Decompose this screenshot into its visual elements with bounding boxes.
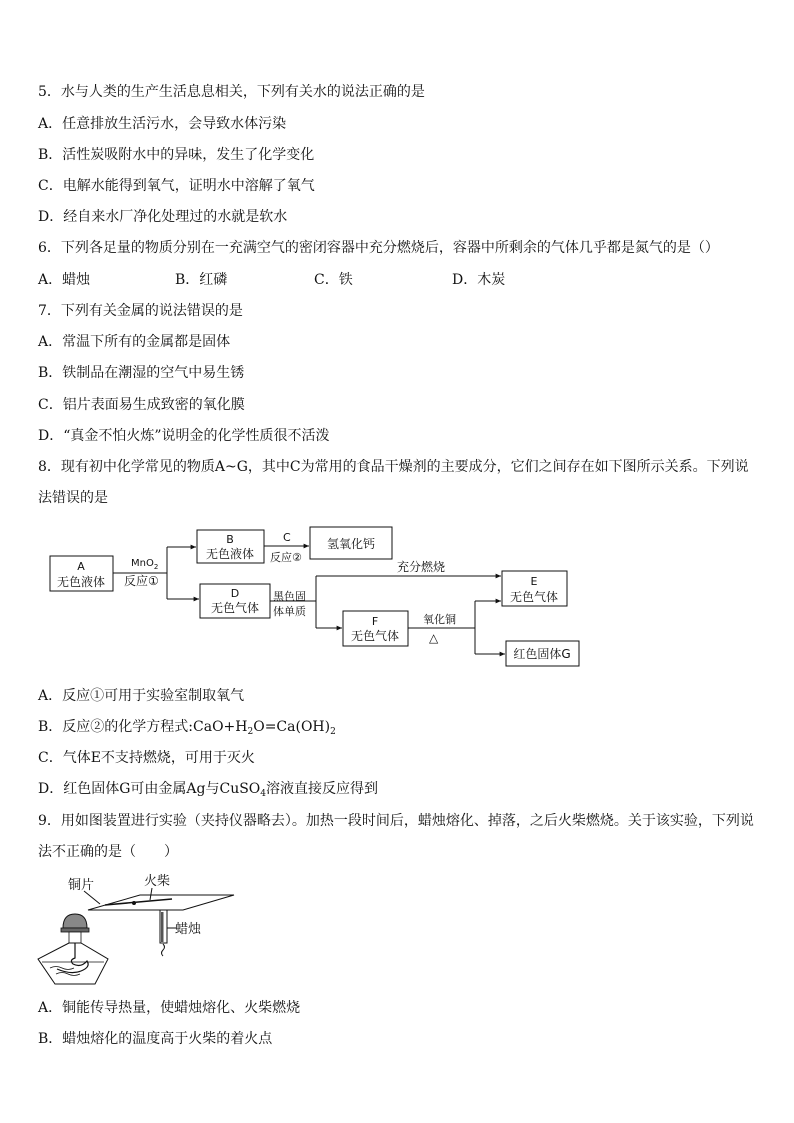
q6-option-a[interactable]: A．蜡烛	[38, 272, 91, 288]
q8-option-a[interactable]: A．反应①可用于实验室制取氧气	[38, 688, 245, 704]
copper-sheet-label: 铜片	[68, 878, 95, 893]
a-label: 无色液体	[56, 575, 106, 589]
reaction1-label: 反应①	[124, 574, 159, 588]
q5-option-c[interactable]: C．电解水能得到氧气，证明水中溶解了氧气	[38, 178, 315, 194]
c-label: C	[283, 531, 291, 544]
q7-option-d[interactable]: D．“真金不怕火炼”说明金的化学性质很不活泼	[38, 428, 330, 444]
d-label: 无色气体	[210, 601, 260, 615]
g-label: 红色固体G	[513, 647, 571, 661]
heat-symbol: △	[429, 631, 439, 645]
reaction2-label: 反应②	[270, 551, 302, 564]
d-letter: D	[230, 587, 240, 600]
q9-option-b[interactable]: B．蜡烛熔化的温度高于火柴的着火点	[38, 1031, 273, 1047]
q6-option-c[interactable]: C．铁	[314, 272, 353, 288]
e-label: 无色气体	[509, 590, 559, 604]
q8-option-d[interactable]: D．红色固体G可由金属Ag与CuSO$_4$溶液直接反应得到	[38, 781, 379, 799]
f-letter: F	[371, 615, 379, 628]
q8-stem-line2: 法错误的是	[38, 490, 108, 506]
candle-label: 蜡烛	[175, 922, 202, 937]
q8-option-b[interactable]: B．反应②的化学方程式$:CaO+H_2O=Ca(OH)_2$	[38, 719, 336, 737]
full-combustion-label: 充分燃烧	[397, 560, 446, 574]
q9-stem-line2: 法不正确的是（ ）	[38, 844, 178, 860]
q7-option-a[interactable]: A．常温下所有的金属都是固体	[38, 334, 231, 350]
q9-option-a[interactable]: A．铜能传导热量，使蜡烛熔化、火柴燃烧	[38, 1000, 301, 1016]
q7-option-c[interactable]: C．铝片表面易生成致密的氧化膜	[38, 397, 245, 413]
q7-stem: 7．下列有关金属的说法错误的是	[38, 303, 243, 319]
q9-stem-line1: 9．用如图装置进行实验（夹持仪器略去）。加热一段时间后，蜡烛熔化、掉落，之后火柴燃烧。关于该实验，下列说	[38, 813, 754, 829]
b-label: 无色液体	[205, 547, 255, 561]
e-letter: E	[530, 575, 538, 588]
black-solid-label-1: 黑色固	[273, 590, 306, 603]
q6-option-b[interactable]: B．红磷	[175, 272, 228, 288]
match-label: 火柴	[144, 874, 171, 889]
q7-option-b[interactable]: B．铁制品在潮湿的空气中易生锈	[38, 365, 245, 381]
f-label: 无色气体	[350, 629, 400, 643]
q6-stem: 6．下列各足量的物质分别在一充满空气的密闭容器中充分燃烧后，容器中所剩余的气体几乎都是氮气的是（）	[38, 240, 719, 256]
lamp-cap	[63, 914, 87, 928]
q5-option-d[interactable]: D．经自来水厂净化处理过的水就是软水	[38, 209, 288, 225]
q5-stem: 5．水与人类的生产生活息息相关，下列有关水的说法正确的是	[38, 84, 425, 100]
q8-stem-line1: 8．现有初中化学常见的物质A~G，其中C为常用的食品干燥剂的主要成分，它们之间存在如下图所示关系。下列说	[38, 459, 749, 475]
b-letter: B	[226, 533, 234, 546]
copper-oxide-label: 氧化铜	[423, 613, 456, 626]
product-label: 氢氧化钙	[326, 537, 376, 551]
copper-sheet-shape	[88, 895, 234, 910]
a-letter: A	[77, 560, 85, 573]
black-solid-label-2: 体单质	[273, 605, 306, 618]
q5-option-a[interactable]: A．任意排放生活污水，会导致水体污染	[38, 116, 287, 132]
q5-option-b[interactable]: B．活性炭吸附水中的异味，发生了化学变化	[38, 147, 315, 163]
mno2-label: MnO$_2$	[131, 558, 159, 571]
q8-option-c[interactable]: C．气体E不支持燃烧，可用于灭火	[38, 750, 255, 766]
q6-option-d[interactable]: D．木炭	[452, 272, 506, 288]
